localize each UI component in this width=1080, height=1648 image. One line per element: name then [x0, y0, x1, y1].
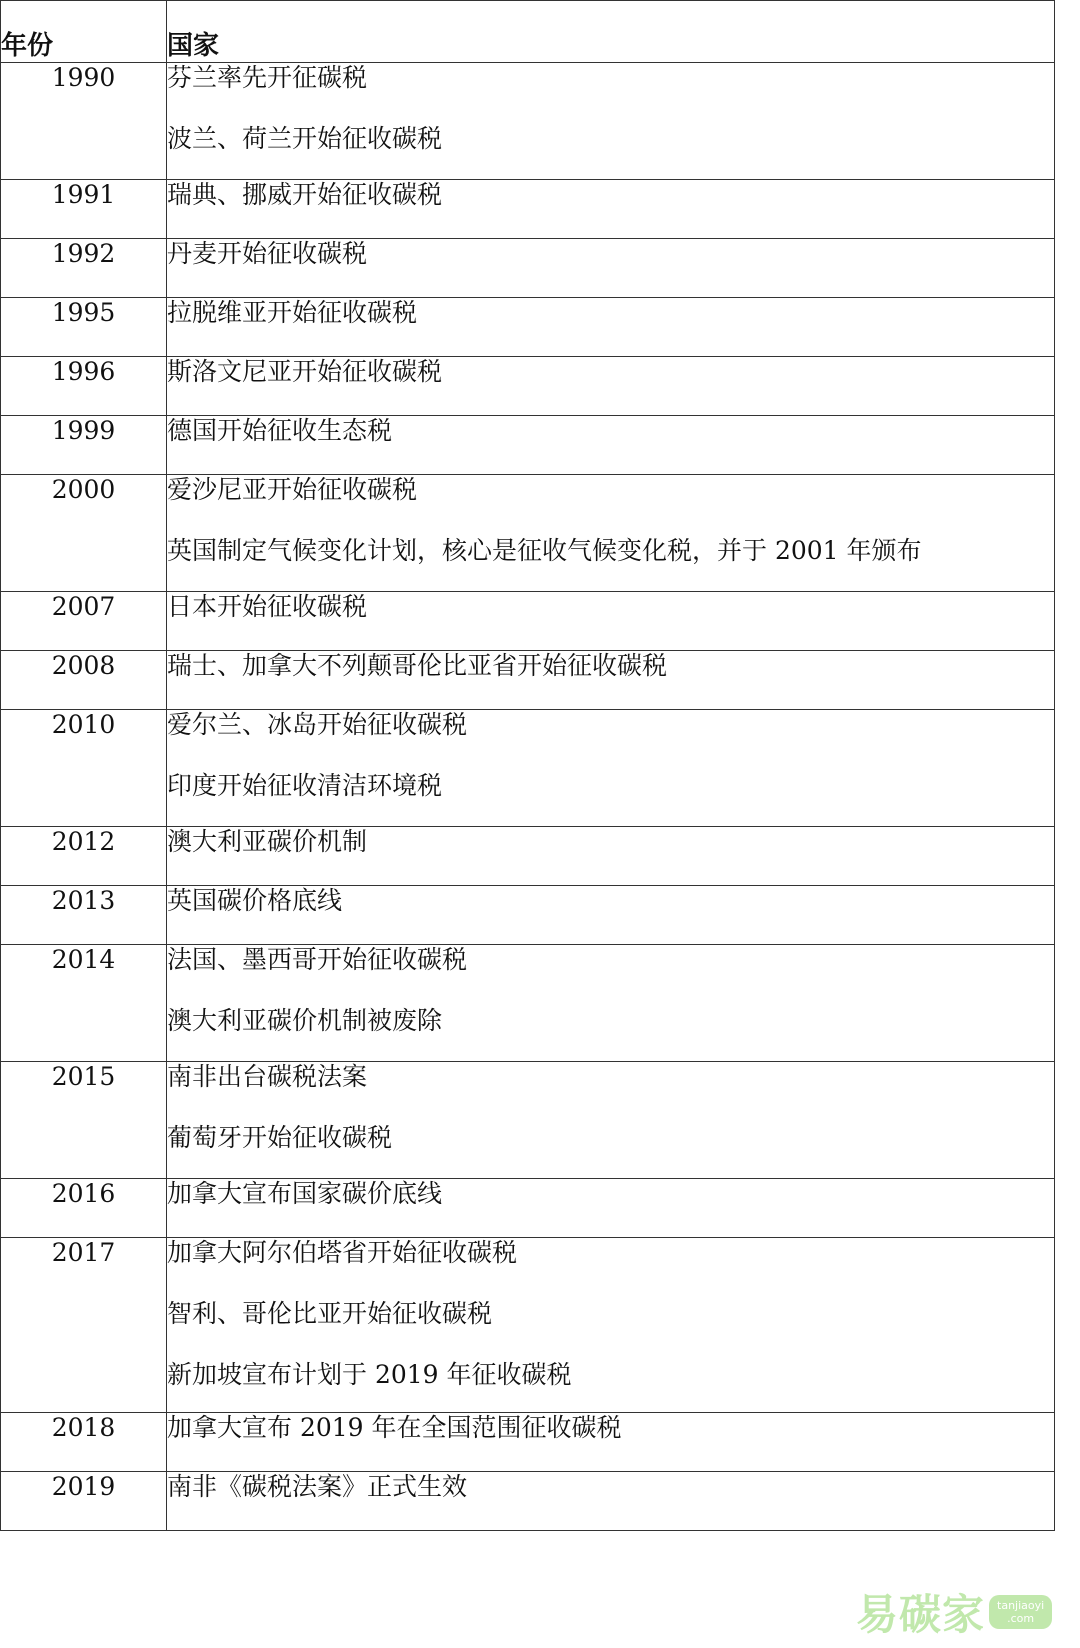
year-column-header: 年份	[1, 1, 167, 63]
event-text: 智利、哥伦比亚开始征收碳税	[167, 1299, 493, 1328]
events-cell	[167, 416, 1055, 475]
event-text: 法国、墨西哥开始征收碳税	[167, 945, 468, 974]
table-row	[1, 592, 1055, 651]
watermark-text: 易碳家	[856, 1590, 986, 1639]
table-row	[1, 1238, 1055, 1413]
event-text: 斯洛文尼亚开始征收碳税	[167, 357, 443, 386]
year-cell: 2000	[1, 475, 167, 592]
event-text: 英国碳价格底线	[167, 886, 343, 915]
events-cell	[167, 1062, 1055, 1179]
events-cell	[167, 1238, 1055, 1413]
year-cell: 2012	[1, 827, 167, 886]
watermark-domain-line1: tanjiaoyi	[997, 1599, 1045, 1612]
year-cell: 2019	[1, 1472, 167, 1531]
event-text: 瑞士、加拿大不列颠哥伦比亚省开始征收碳税	[167, 651, 668, 680]
event-text: 波兰、荷兰开始征收碳税	[167, 124, 443, 153]
table-row	[1, 710, 1055, 827]
table-row	[1, 357, 1055, 416]
table-row	[1, 827, 1055, 886]
year-cell: 2013	[1, 886, 167, 945]
tanjiaoyi-watermark-logo	[856, 1584, 1066, 1640]
event-text: 芬兰率先开征碳税	[167, 63, 368, 92]
table-row	[1, 1179, 1055, 1238]
event-text: 新加坡宣布计划于 2019 年征收碳税	[167, 1360, 572, 1389]
event-text: 英国制定气候变化计划，核心是征收气候变化税，并于 2001 年颁布	[167, 536, 922, 565]
events-cell	[167, 651, 1055, 710]
event-text: 爱尔兰、冰岛开始征收碳税	[167, 710, 468, 739]
country-column-header: 国家	[167, 1, 1055, 63]
table-row	[1, 180, 1055, 239]
table-row	[1, 886, 1055, 945]
events-cell	[167, 63, 1055, 180]
events-cell	[167, 475, 1055, 592]
events-cell	[167, 827, 1055, 886]
year-cell: 1990	[1, 63, 167, 180]
event-text: 澳大利亚碳价机制	[167, 827, 368, 856]
event-text: 拉脱维亚开始征收碳税	[167, 298, 418, 327]
year-cell: 1999	[1, 416, 167, 475]
table-header-row	[1, 1, 1055, 63]
year-cell: 1995	[1, 298, 167, 357]
event-text: 德国开始征收生态税	[167, 416, 393, 445]
table-row	[1, 239, 1055, 298]
event-text: 爱沙尼亚开始征收碳税	[167, 475, 418, 504]
year-cell: 2015	[1, 1062, 167, 1179]
events-cell	[167, 945, 1055, 1062]
table-row	[1, 298, 1055, 357]
event-text: 葡萄牙开始征收碳税	[167, 1123, 393, 1152]
events-cell	[167, 180, 1055, 239]
year-cell: 2010	[1, 710, 167, 827]
year-cell: 2014	[1, 945, 167, 1062]
events-cell	[167, 239, 1055, 298]
event-text: 加拿大宣布 2019 年在全国范围征收碳税	[167, 1413, 622, 1442]
watermark-domain-badge	[989, 1595, 1052, 1629]
events-cell	[167, 710, 1055, 827]
events-cell	[167, 1413, 1055, 1472]
table-row	[1, 63, 1055, 180]
event-text: 日本开始征收碳税	[167, 592, 368, 621]
event-text: 瑞典、挪威开始征收碳税	[167, 180, 443, 209]
event-text: 南非《碳税法案》正式生效	[167, 1472, 468, 1501]
table-body	[1, 63, 1055, 1531]
year-cell: 2007	[1, 592, 167, 651]
events-cell	[167, 592, 1055, 651]
table-row	[1, 475, 1055, 592]
year-cell: 1992	[1, 239, 167, 298]
events-cell	[167, 1179, 1055, 1238]
year-cell: 2008	[1, 651, 167, 710]
watermark-domain-line2: .com	[1007, 1612, 1035, 1625]
year-cell: 1991	[1, 180, 167, 239]
event-text: 澳大利亚碳价机制被废除	[167, 1006, 443, 1035]
event-text: 加拿大宣布国家碳价底线	[167, 1179, 443, 1208]
year-cell: 1996	[1, 357, 167, 416]
event-text: 加拿大阿尔伯塔省开始征收碳税	[167, 1238, 518, 1267]
events-cell	[167, 357, 1055, 416]
table-row	[1, 945, 1055, 1062]
year-cell: 2017	[1, 1238, 167, 1413]
year-cell: 2016	[1, 1179, 167, 1238]
event-text: 南非出台碳税法案	[167, 1062, 368, 1091]
event-text: 印度开始征收清洁环境税	[167, 771, 443, 800]
events-cell	[167, 1472, 1055, 1531]
year-cell: 2018	[1, 1413, 167, 1472]
table-row	[1, 1472, 1055, 1531]
table-row	[1, 1062, 1055, 1179]
table-row	[1, 416, 1055, 475]
table-row	[1, 1413, 1055, 1472]
table-row	[1, 651, 1055, 710]
event-text: 丹麦开始征收碳税	[167, 239, 368, 268]
events-cell	[167, 298, 1055, 357]
events-cell	[167, 886, 1055, 945]
